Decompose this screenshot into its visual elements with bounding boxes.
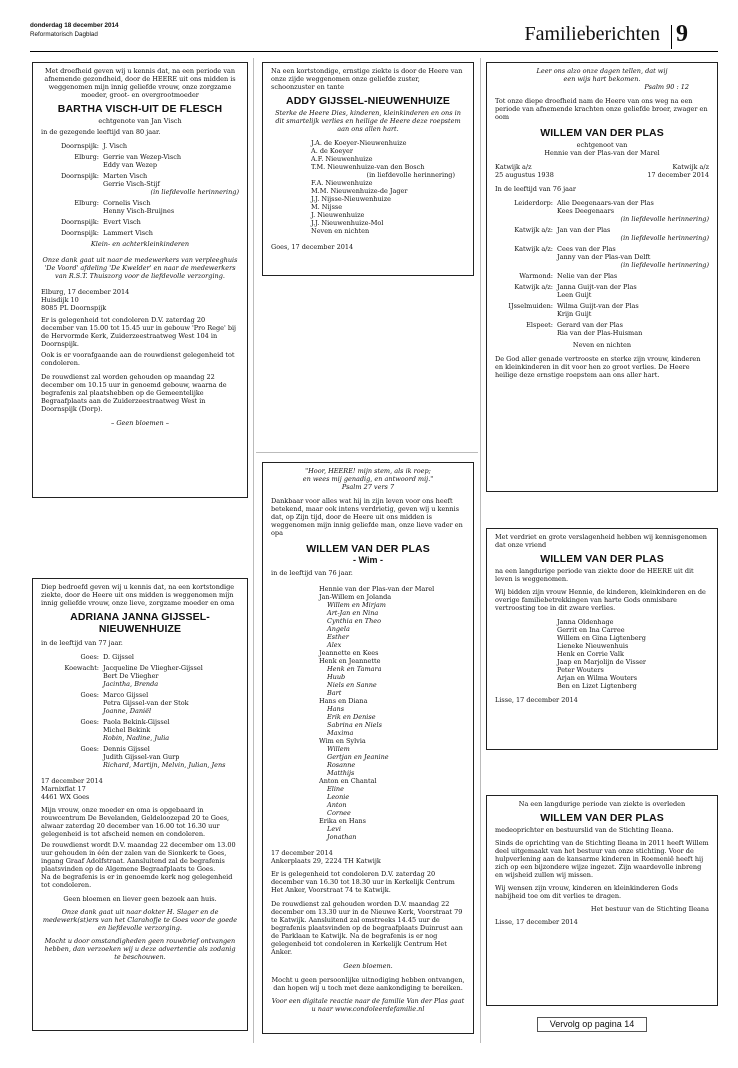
- grandchild: Angela: [327, 625, 350, 633]
- notice-intro: Na een langdurige periode van ziekte is overleden: [518, 800, 686, 808]
- verse-line: Leer ons alzo onze dagen tellen, dat wij: [536, 67, 668, 75]
- family-group: [41, 199, 239, 215]
- family-row: [41, 664, 239, 688]
- family-group: [495, 321, 709, 337]
- grandchild: Gertjan en Jeanine: [327, 753, 389, 761]
- family-names: [103, 718, 239, 742]
- memory-note: (in liefdevolle herinnering): [150, 188, 239, 196]
- family-row: [41, 199, 239, 215]
- family-place: Katwijk a/z:: [514, 245, 553, 253]
- place-date: Lisse, 17 december 2014: [495, 696, 578, 704]
- grandchild: Levi: [327, 825, 341, 833]
- family-member: T.M. Nieuwenhuize-van den Bosch: [311, 163, 425, 171]
- continue-link[interactable]: Vervolg op pagina 14: [537, 1017, 647, 1032]
- family-member: Leen Guijt: [557, 291, 592, 299]
- family-member: Lammert Visch: [103, 229, 153, 237]
- address-line: 4461 WX Goes: [41, 793, 90, 801]
- family-place: Goes:: [80, 745, 99, 753]
- spouse-line: echtgenoot van: [576, 141, 628, 149]
- address-line: Elburg, 17 december 2014: [41, 288, 130, 296]
- service-text: De rouwdienst wordt D.V. maandag 22 december om 13.00 uur gehouden in één der zalen van de Sionkerk te Goes, ingang Graaf Adolfstraat. Aansluitend zal de begrafenis plaatsvinden op de Algemene Begraafplaats te Goes.: [41, 841, 236, 873]
- signatory: Ben en Lizet Ligtenberg: [557, 682, 637, 690]
- signatory: Jaap en Marjolijn de Visser: [557, 658, 647, 666]
- wish-text: Wij bidden zijn vrouw Hennie, de kinderen, kleinkinderen en de overige familiebetrekkingen van harte Gods onmisbare vertroosting toe in dit zware verlies.: [495, 588, 706, 612]
- family-member: Marco Gijssel: [103, 691, 149, 699]
- grandchild: Huub: [327, 673, 346, 681]
- family-member: Michel Bekink: [103, 726, 151, 734]
- family-member: Bert De Vliegher: [103, 672, 159, 680]
- family-place: Katwijk a/z:: [514, 226, 553, 234]
- family-list: [41, 142, 239, 237]
- column-divider-2: [480, 58, 481, 1043]
- grandchild: Bart: [327, 689, 342, 697]
- family-names: [557, 245, 709, 269]
- notice-text: Mocht u geen persoonlijke uitnodiging hebben ontvangen, dan hopen wij u toch met deze aankondiging te bereiken.: [271, 976, 465, 992]
- family-member: Henny Visch-Bruijnes: [103, 207, 175, 215]
- grandchildren: Jacintha, Brenda: [103, 680, 159, 688]
- role-text: medeoprichter en bestuurslid van de Stichting Ileana.: [495, 826, 674, 834]
- section-title: Familieberichten: [524, 23, 660, 45]
- family-member: Jan-Willem en Jolanda: [319, 593, 392, 601]
- family-group: [41, 218, 239, 226]
- grandchild: Willem en Mirjam: [327, 601, 386, 609]
- family-member: Jeannette en Kees: [319, 649, 379, 657]
- verse-line: en wees mij genadig, en antwoord mij.": [302, 475, 434, 483]
- closing-text: De God aller genade vertrooste en sterke zijn vrouw, kinderen en kleinkinderen in dit voor hen zo groot verlies. De Heere heilige deze ernstige roepstem aan ons aller hart.: [495, 355, 701, 379]
- family-group: [41, 664, 239, 688]
- address-line: Marnixflat 17: [41, 785, 86, 793]
- family-group: [495, 272, 709, 280]
- age-line: in de leeftijd van 76 jaar.: [271, 569, 353, 577]
- family-place: Doornspijk:: [60, 172, 99, 180]
- notice-intro: Tot onze diepe droefheid nam de Heere van ons weg na een periode van afnemende krachten onze geliefde broer, zwager en oom: [495, 97, 708, 121]
- family-place: Elburg:: [74, 199, 99, 207]
- pre-service-text: Ook is er voorafgaande aan de rouwdienst gelegenheid tot condoleren.: [41, 351, 235, 367]
- memory-note: (in liefdevolle herinnering): [620, 234, 709, 242]
- family-member: Cornelis Visch: [103, 199, 151, 207]
- header-date: donderdag 18 december 2014: [30, 22, 119, 29]
- verse-line: "Hoor, HEERE! mijn stem, als ik roep;: [305, 467, 431, 475]
- verse-reference: Psalm 90 : 12: [644, 83, 689, 91]
- family-names: [557, 199, 709, 223]
- address-line: 17 december 2014: [41, 777, 103, 785]
- notice-intro: Dankbaar voor alles wat hij in zijn leven voor ons heeft betekend, maar ook intens verdrietig, geven wij u kennis dat, op Zijn tijd, door de Heere uit ons midden is weggenomen mijn innig geliefde man, onze lieve vader en opa: [271, 497, 463, 537]
- family-names: [557, 272, 709, 280]
- family-list: [41, 653, 239, 769]
- family-names: [103, 653, 239, 661]
- family-member: Ria van der Plas-Huisman: [557, 329, 643, 337]
- family-list: [495, 199, 709, 337]
- family-list: [271, 585, 465, 841]
- flowers-note: Geen bloemen en liever geen bezoek aan huis.: [63, 895, 217, 903]
- family-member: J. Nieuwenhuize: [311, 211, 365, 219]
- deceased-name: [41, 611, 239, 635]
- grandchild: Eline: [327, 785, 344, 793]
- family-member: Hans en Diana: [319, 697, 368, 705]
- grandchild: Leonie: [327, 793, 350, 801]
- family-names: [103, 199, 239, 215]
- notice-text: Mocht u door omstandigheden geen rouwbrief ontvangen hebben, dan verzoeken wij u deze advertentie als zodanig te beschouwen.: [44, 937, 236, 961]
- family-member: Jan van der Plas: [557, 226, 611, 234]
- family-names: [103, 691, 239, 715]
- grandchildren: Richard, Martijn, Melvin, Julian, Jens: [103, 761, 226, 769]
- deceased-name: WILLEM VAN DER PLAS: [540, 553, 664, 565]
- family-row: [495, 226, 709, 242]
- grandchild: Alex: [327, 641, 342, 649]
- memory-note: (in liefdevolle herinnering): [620, 261, 709, 269]
- family-place: Elburg:: [74, 153, 99, 161]
- signatory: Janna Oldenhage: [557, 618, 614, 626]
- grandchild: Esther: [327, 633, 349, 641]
- notice-intro: Met droefheid geven wij u kennis dat, na een periode van afnemende gezondheid, door de HEERE uit ons midden is weggenomen mijn innig geliefde vrouw, onze zorgzame moeder, groot- en overgrootmoeder: [44, 67, 236, 99]
- address-line: Huisdijk 10: [41, 296, 79, 304]
- notice-willem-van-der-plas-family: [262, 462, 474, 1034]
- family-names: [557, 283, 709, 299]
- family-names: [557, 226, 709, 242]
- notice-bartha-visch: [32, 62, 248, 498]
- family-member: Henk en Jeannette: [319, 657, 381, 665]
- family-group: [495, 226, 709, 242]
- condolence-text: Er is gelegenheid tot condoleren D.V. zaterdag 20 december van 16.30 tot 18.30 uur in Kerkelijk Centrum Het Anker, Voorstraat 74 te Katwijk.: [271, 870, 455, 894]
- thanks-text: Onze dank gaat uit naar dokter H. Slager en de medewerk(st)ers van het Clarahofje te Goes voor de goede en liefdevolle verzorging.: [42, 908, 238, 932]
- family-member: Judith Gijssel-van Gurp: [103, 753, 180, 761]
- grandchild: Art-Jan en Nina: [327, 609, 379, 617]
- address-line: 8085 PL Doornspijk: [41, 304, 107, 312]
- family-member: M.M. Nieuwenhuize-de Jager: [311, 187, 408, 195]
- family-member: Paola Bekink-Gijssel: [103, 718, 170, 726]
- grandchild: Sabrina en Niels: [327, 721, 382, 729]
- grandchild: Anton: [327, 801, 347, 809]
- signatory: Henk en Corrie Valk: [557, 650, 624, 658]
- notice-willem-van-der-plas-ileana: [486, 795, 718, 1006]
- deceased-name: ADDY GIJSSEL-NIEUWENHUIZE: [286, 95, 450, 107]
- family-member: Evert Visch: [103, 218, 141, 226]
- family-member: Cees van der Plas: [557, 245, 616, 253]
- family-group: [495, 283, 709, 299]
- place-date: Lisse, 17 december 2014: [495, 918, 578, 926]
- family-names: [103, 153, 239, 169]
- family-place: Doornspijk:: [60, 229, 99, 237]
- notice-text: na een langdurige periode van ziekte door de HEERE uit dit leven is weggenomen.: [495, 567, 694, 583]
- family-group: [41, 718, 239, 742]
- family-row: [41, 718, 239, 742]
- grandchild: Cynthia en Theo: [327, 617, 382, 625]
- signoff: Het bestuur van de Stichting Ileana: [590, 905, 709, 913]
- death-place: Katwijk a/z: [672, 163, 709, 171]
- grandchild: Willem: [327, 745, 350, 753]
- family-row: [495, 199, 709, 223]
- family-member: M. Nijsse: [311, 203, 343, 211]
- family-member: Wilma Guijt-van der Plas: [557, 302, 639, 310]
- address-block: [271, 849, 465, 865]
- family-member: Kees Deegenaars: [557, 207, 615, 215]
- spouse-line: echtgenote van Jan Visch: [98, 117, 182, 125]
- family-member: Marten Visch: [103, 172, 148, 180]
- age-line: In de leeftijd van 76 jaar: [495, 185, 577, 193]
- birth-place: Katwijk a/z: [495, 163, 532, 171]
- family-row: [495, 302, 709, 318]
- family-member: J. Visch: [103, 142, 128, 150]
- deceased-name: BARTHA VISCH-UIT DE FLESCH: [57, 103, 223, 115]
- family-member: Hennie van der Plas-van der Marel: [319, 585, 435, 593]
- birth-date: 25 augustus 1938: [495, 171, 554, 179]
- family-row: [41, 153, 239, 169]
- notice-adriana-gijssel: [32, 578, 248, 1031]
- verse-text: Sterke de Heere Dies, kinderen, kleinkinderen en ons in dit smartelijk verlies en heilige de Heere deze roepstem aan ons allen hart.: [275, 109, 461, 133]
- grandchild: Niels en Sanne: [327, 681, 377, 689]
- family-names: [103, 142, 239, 150]
- family-names: [557, 321, 709, 337]
- family-member: F.A. Nieuwenhuize: [311, 179, 373, 187]
- family-names: [103, 172, 239, 196]
- family-member: Gerrie Visch-Stijf: [103, 180, 160, 188]
- family-member: Dennis Gijssel: [103, 745, 150, 753]
- grandchild: Rosanne: [327, 761, 356, 769]
- place-date: Goes, 17 december 2014: [271, 243, 354, 251]
- signatory: Gerrit en Ina Carree: [557, 626, 625, 634]
- family-row: [41, 142, 239, 150]
- grandchild: Cornee: [327, 809, 351, 817]
- signatory: Arjan en Wilma Wouters: [557, 674, 638, 682]
- notice-addy-gijssel: [262, 62, 474, 276]
- family-member: Petra Gijssel-van der Stok: [103, 699, 189, 707]
- notice-intro: Met verdriet en grote verslagenheid hebben wij kennisgenomen dat onze vriend: [495, 533, 707, 549]
- header-paper-name: Reformatorisch Dagblad: [30, 31, 98, 38]
- deceased-name: WILLEM VAN DER PLAS: [540, 812, 664, 824]
- family-member: J.A. de Koeyer-Nieuwenhuize: [311, 139, 407, 147]
- family-place: Koewacht:: [64, 664, 99, 672]
- family-member: Janna Guijt-van der Plas: [557, 283, 637, 291]
- deceased-nickname: - Wim -: [353, 555, 383, 565]
- notice-intro: Na een kortstondige, ernstige ziekte is door de Heere van onze zijde weggenomen onze geliefde zuster, schoonzuster en tante: [271, 67, 463, 91]
- family-member: Gerrie van Wezep-Visch: [103, 153, 182, 161]
- grandchild: Matthijs: [327, 769, 355, 777]
- family-place: Doornspijk:: [60, 218, 99, 226]
- family-names: [103, 745, 239, 769]
- family-row: [495, 245, 709, 269]
- family-group: [41, 653, 239, 661]
- family-group: [41, 745, 239, 769]
- spouse-name: Hennie van der Plas-van der Marel: [544, 149, 660, 157]
- condolence-text: Er is gelegenheid tot condoleren D.V. zaterdag 20 december van 15.00 tot 15.45 uur in gebouw 'Pro Rege' bij de Hervormde Kerk, Zuiderzeestraatweg West 104 in Doornspijk.: [41, 316, 237, 348]
- family-row: [41, 745, 239, 769]
- family-place: Doornspijk:: [60, 142, 99, 150]
- address-block: [41, 777, 239, 801]
- family-group: [41, 691, 239, 715]
- grandchild: Jonathan: [327, 833, 357, 841]
- family-member: Neven en nichten: [311, 227, 370, 235]
- notice-willem-van-der-plas-friends: [486, 528, 718, 750]
- family-row: [41, 172, 239, 196]
- signatories-list: [495, 618, 709, 690]
- family-member: Eddy van Wezep: [103, 161, 158, 169]
- family-group: [41, 172, 239, 196]
- grandchildren: Robin, Nadine, Julia: [103, 734, 170, 742]
- grandchild: Henk en Tamara: [327, 665, 382, 673]
- grandchild: Hans: [327, 705, 345, 713]
- family-member: Anton en Chantal: [319, 777, 377, 785]
- family-member: A. de Koeyer: [311, 147, 353, 155]
- grandchild: Erik en Denise: [327, 713, 376, 721]
- notice-intro: Diep bedroefd geven wij u kennis dat, na een kortstondige ziekte, door de Heere uit ons midden is weggenomen mijn innig geliefde vrouw, onze lieve, zorgzame moeder en oma: [41, 583, 235, 607]
- signatory: Peter Wouters: [557, 666, 604, 674]
- family-member: Alie Deegenaars-van der Plas: [557, 199, 654, 207]
- family-member: Erika en Hans: [319, 817, 366, 825]
- family-member: Krijn Guijt: [557, 310, 592, 318]
- family-names: [103, 218, 239, 226]
- family-place: Elspeet:: [526, 321, 553, 329]
- family-member: Nelie van der Plas: [557, 272, 618, 280]
- grandchild: Maxima: [327, 729, 354, 737]
- family-group: [41, 229, 239, 237]
- family-group: [495, 302, 709, 318]
- family-member: D. Gijssel: [103, 653, 134, 661]
- family-place: Leiderdorp:: [514, 199, 553, 207]
- age-line: in de gezegende leeftijd van 80 jaar.: [41, 128, 161, 136]
- name-line-1: ADRIANA JANNA GIJSSEL-: [70, 611, 210, 623]
- family-names: [103, 664, 239, 688]
- column-divider-1: [253, 58, 254, 1043]
- family-row: [41, 229, 239, 237]
- row-divider-center: [256, 452, 478, 453]
- family-row: [41, 218, 239, 226]
- family-place: IJsselmuiden:: [508, 302, 553, 310]
- service-text: De rouwdienst zal gehouden worden D.V. maandag 22 december om 13.30 uur in de Nieuwe Kerk, Voorstraat 79 te Katwijk. Aansluitend zal omstreeks 14.45 uur de begrafenis plaatsvinden op de begraafplaats Duinrust aan de Parklaan te Katwijk. Na de begrafenis is er nog gelegenheid tot condoleren in Kerkelijk Centrum Het Anker.: [271, 900, 463, 956]
- dates-row: [495, 163, 709, 179]
- address-block: [41, 288, 239, 312]
- service-text: De rouwdienst zal worden gehouden op maandag 22 december om 10.15 uur in genoemd gebouw, waarna de begrafenis zal plaatshebben op de Gemeentelijke Begraafplaats aan de Zuiderzeestraatweg West in Doornspijk (Dorp).: [41, 373, 227, 413]
- thanks-text: Onze dank gaat uit naar de medewerkers van verpleeghuis 'De Voord' afdeling 'De Kwelder' en naar de medewerkers van R.S.T. Thuiszorg voor de liefdevolle verzorging.: [42, 256, 238, 280]
- family-group: [41, 153, 239, 169]
- verse-reference: Psalm 27 vers 7: [341, 483, 395, 491]
- family-row: [41, 653, 239, 661]
- family-group: [495, 245, 709, 269]
- family-group: [495, 199, 709, 223]
- family-names: [557, 302, 709, 318]
- family-member: J.J. Nieuwenhuize-Mol: [311, 219, 384, 227]
- age-line: in de leeftijd van 77 jaar.: [41, 639, 123, 647]
- family-row: [495, 283, 709, 299]
- family-place: Goes:: [80, 718, 99, 726]
- verse-line: een wijs hart bekomen.: [563, 75, 641, 83]
- name-line-2: NIEUWENHUIZE: [98, 623, 182, 635]
- family-group: [41, 142, 239, 150]
- family-member: Janny van der Plas-van Delft: [557, 253, 651, 261]
- family-member: Wim en Sylvia: [319, 737, 366, 745]
- notice-willem-van-der-plas-siblings: [486, 62, 718, 492]
- page-header: [30, 22, 718, 52]
- deceased-name: WILLEM VAN DER PLAS: [540, 127, 664, 139]
- family-place: Warmond:: [519, 272, 553, 280]
- family-place: Goes:: [80, 653, 99, 661]
- family-row: [495, 272, 709, 280]
- address-line: Ankerplaats 29, 2224 TH Katwijk: [271, 857, 381, 865]
- memory-note: (in liefdevolle herinnering): [366, 171, 455, 179]
- grandchildren: Joanne, Daniël: [103, 707, 152, 715]
- signatory: Willem en Gina Ligtenberg: [557, 634, 646, 642]
- after-service-text: Na de begrafenis is er in genoemde kerk nog gelegenheid tot condoleren.: [41, 873, 233, 889]
- family-names: [103, 229, 239, 237]
- wish-text: Wij wensen zijn vrouw, kinderen en kleinkinderen Gods nabijheid toe om dit verlies te dragen.: [495, 884, 678, 900]
- family-place: Katwijk a/z:: [514, 283, 553, 291]
- viewing-text: Mijn vrouw, onze moeder en oma is opgebaard in rouwcentrum De Bevelanden, Geldeloozepad 20 te Goes, alwaar zaterdag 20 december van 16.00 tot 16.30 uur gelegenheid is tot afscheid nemen en condoleren.: [41, 806, 230, 838]
- memory-note: (in liefdevolle herinnering): [620, 215, 709, 223]
- address-line: 17 december 2014: [271, 849, 333, 857]
- death-date: 17 december 2014: [647, 171, 709, 179]
- signatory: Lieneke Nieuwenhuis: [557, 642, 629, 650]
- flowers-note: Geen bloemen.: [343, 962, 393, 970]
- family-member: Gerard van der Plas: [557, 321, 623, 329]
- header-divider: [671, 25, 672, 49]
- family-list: [271, 139, 465, 235]
- family-member: Jacqueline De Vliegher-Gijssel: [103, 664, 203, 672]
- family-place: Goes:: [80, 691, 99, 699]
- flowers-note: – Geen bloemen –: [111, 419, 169, 427]
- page-number: 9: [676, 21, 688, 47]
- family-row: [41, 691, 239, 715]
- deceased-name: WILLEM VAN DER PLAS: [306, 543, 430, 555]
- family-member: A.F. Nieuwenhuize: [311, 155, 373, 163]
- family-row: [495, 321, 709, 337]
- notice-text: Sinds de oprichting van de Stichting Ileana in 2011 heeft Willem deel uitgemaakt van het bestuur van onze stichting. Voor de hulpverlening aan de kansarme kinderen in Roemenië heeft hij zich op een bijzondere wijze ingezet. Zijn waardevolle inbreng en wijsheid zullen wij missen.: [495, 839, 709, 879]
- grandchildren-line: Klein- en achterkleinkinderen: [90, 240, 190, 248]
- web-text: Voor een digitale reactie naar de familie Van der Plas gaat u naar www.condoleerdefamilie.nl: [271, 997, 465, 1013]
- family-member: J.J. Nijsse-Nieuwenhuize: [311, 195, 392, 203]
- nephews-line: Neven en nichten: [572, 341, 632, 349]
